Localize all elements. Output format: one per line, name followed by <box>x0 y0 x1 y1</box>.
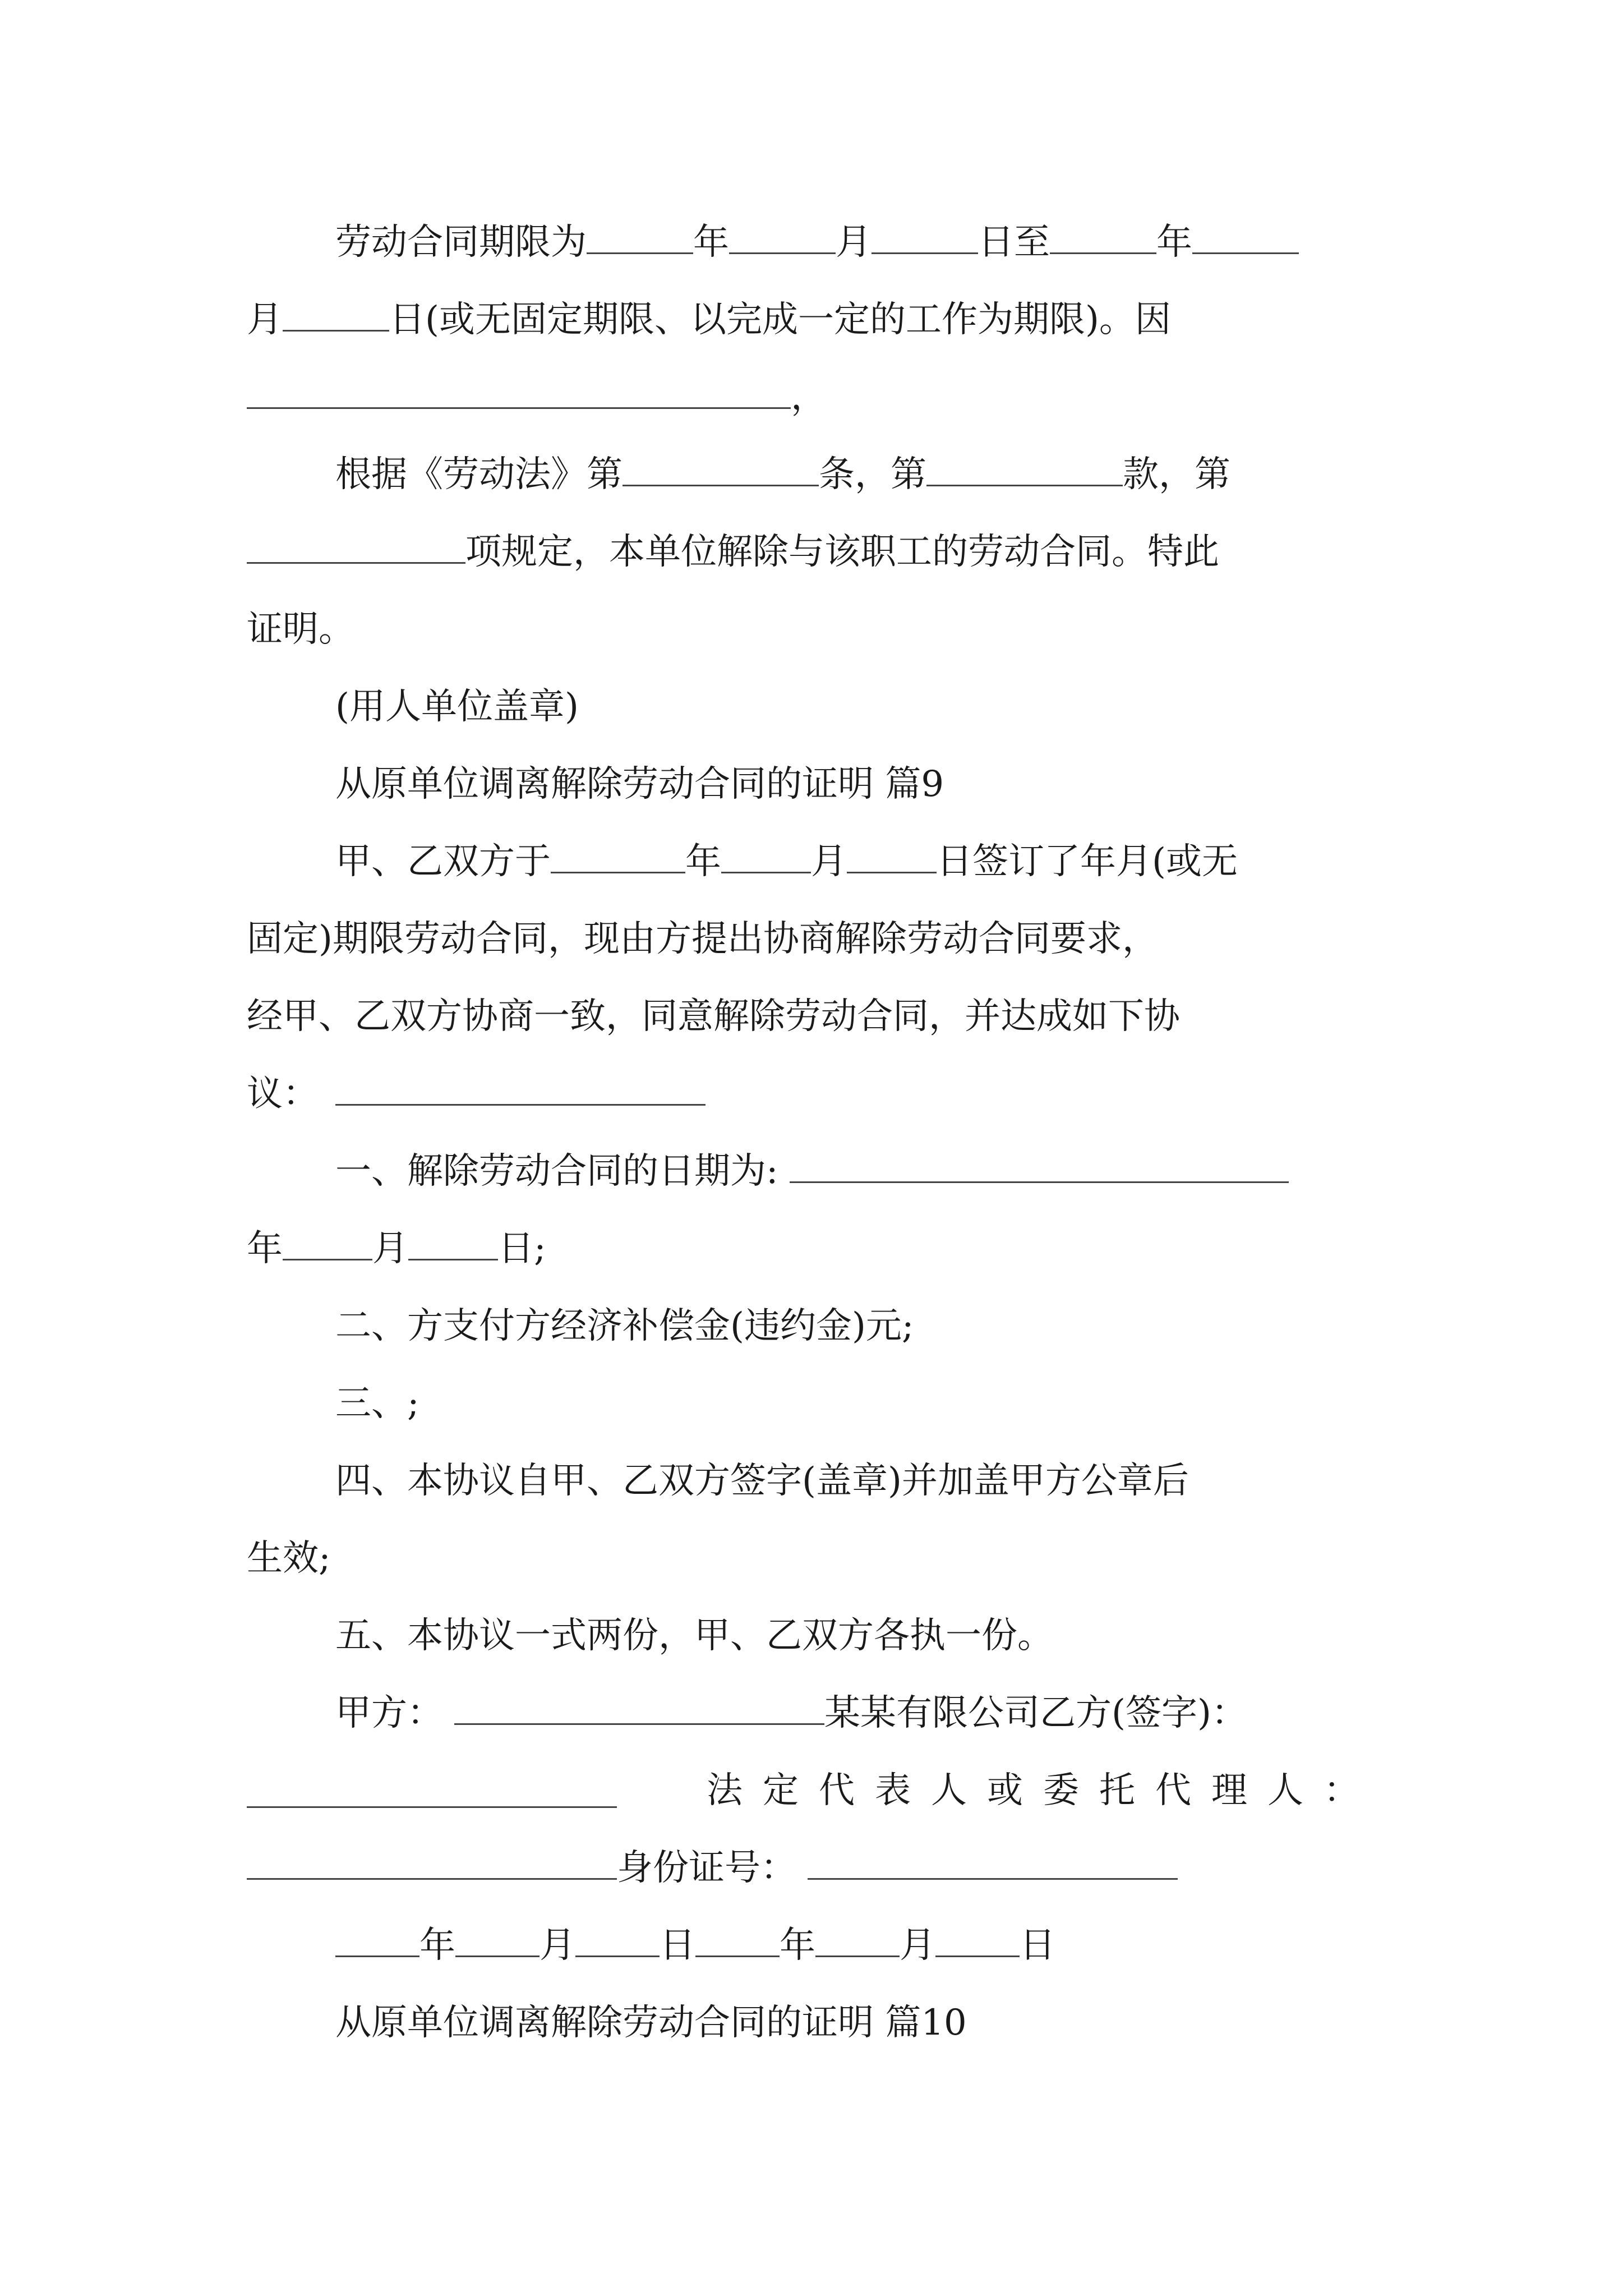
legal-representative-line <box>247 1768 1380 1813</box>
clause-item: 二、方支付方经济补偿金(违约金)元; <box>335 1305 914 1347</box>
text-segment: 日; <box>498 1228 546 1269</box>
text-segment: 年 <box>247 1228 283 1269</box>
text-segment: 年 <box>780 1925 815 1966</box>
paragraph-line: 经甲、乙双方协商一致，同意解除劳动合同，并达成如下协 <box>247 996 1180 1037</box>
text-segment: 甲方： <box>335 1692 443 1734</box>
text-segment: 根据《劳动法》第 <box>335 454 623 495</box>
blank-field[interactable] <box>283 1227 372 1260</box>
blank-field[interactable] <box>408 1227 498 1260</box>
blank-field[interactable] <box>335 1073 706 1106</box>
text-segment: 月 <box>540 1925 575 1966</box>
blank-field[interactable] <box>455 1924 540 1957</box>
text-segment: 月 <box>811 841 847 882</box>
text-segment: 年 <box>419 1925 455 1966</box>
labor-law-clause-line <box>335 452 1380 497</box>
blank-field[interactable] <box>575 1924 660 1957</box>
agreement-intro-line <box>247 1071 1380 1116</box>
text-segment: 日(或无固定期限、以完成一定的工作为期限)。因 <box>389 299 1171 341</box>
text-segment: 月 <box>900 1925 935 1966</box>
text-segment: 月 <box>372 1228 408 1269</box>
text-segment: 月 <box>836 222 872 263</box>
text-segment: 法定代表人或委托代理人： <box>707 1770 1380 1811</box>
text-segment: 日至 <box>978 222 1050 263</box>
section-heading: 从原单位调离解除劳动合同的证明 篇10 <box>335 2002 967 2044</box>
text-segment: 年 <box>685 841 721 882</box>
text-segment: 年 <box>693 222 729 263</box>
blank-field[interactable] <box>587 221 693 254</box>
paragraph-line: 证明。 <box>247 609 354 650</box>
text-segment: 款，第 <box>1123 454 1230 495</box>
clause-item-cont: 生效; <box>247 1538 331 1579</box>
blank-field[interactable] <box>247 1775 617 1808</box>
contract-period-line <box>335 220 1468 265</box>
blank-field[interactable] <box>695 1924 780 1957</box>
text-segment: 年 <box>1156 222 1192 263</box>
blank-field[interactable] <box>808 1847 1178 1880</box>
termination-date-line <box>335 1149 1468 1194</box>
text-segment: 日 <box>660 1925 695 1966</box>
clause-item: 三、; <box>335 1383 419 1424</box>
contract-period-line-cont <box>247 297 1380 342</box>
text-segment: 身份证号： <box>617 1847 796 1889</box>
text-segment: 某某有限公司乙方(签字)： <box>824 1692 1247 1734</box>
text-segment: 甲、乙双方于 <box>335 841 551 882</box>
text-segment: 条，第 <box>819 454 926 495</box>
section-heading: 从原单位调离解除劳动合同的证明 篇9 <box>335 763 944 805</box>
blank-field[interactable] <box>335 1924 419 1957</box>
text-segment: 一、解除劳动合同的日期为: <box>335 1151 778 1192</box>
signing-date-line <box>335 1923 1468 1968</box>
blank-field[interactable] <box>247 1847 617 1880</box>
blank-field[interactable] <box>247 376 791 409</box>
blank-field[interactable] <box>1192 221 1299 254</box>
blank-field[interactable] <box>847 840 937 873</box>
termination-line <box>247 530 1380 574</box>
text-segment: 议： <box>247 1073 319 1115</box>
blank-field[interactable] <box>729 221 836 254</box>
text-segment: ， <box>791 376 827 418</box>
company-seal-label: (用人单位盖章) <box>335 686 579 728</box>
blank-field[interactable] <box>872 221 978 254</box>
agreement-date-line <box>335 839 1468 884</box>
blank-field[interactable] <box>790 1150 1289 1183</box>
text-segment: 项规定，本单位解除与该职工的劳动合同。特此 <box>465 531 1219 573</box>
id-number-line <box>247 1846 1380 1890</box>
clause-item: 四、本协议自甲、乙双方签字(盖章)并加盖甲方公章后 <box>335 1460 1189 1502</box>
blank-field[interactable] <box>551 840 685 873</box>
clause-item: 五、本协议一式两份，甲、乙双方各执一份。 <box>335 1615 1053 1657</box>
blank-field[interactable] <box>926 453 1123 486</box>
reason-line <box>247 375 1380 420</box>
text-segment: 日 <box>1020 1925 1055 1966</box>
text-segment: 月 <box>247 299 283 341</box>
blank-field[interactable] <box>1050 221 1156 254</box>
blank-field[interactable] <box>454 1692 824 1725</box>
blank-field[interactable] <box>721 840 811 873</box>
blank-field[interactable] <box>623 453 819 486</box>
text-segment: 日签订了年月(或无 <box>937 841 1238 882</box>
paragraph-line: 固定)期限劳动合同，现由方提出协商解除劳动合同要求， <box>247 918 1158 960</box>
termination-date-line-cont <box>247 1226 1380 1271</box>
text-segment: 劳动合同期限为 <box>335 222 587 263</box>
blank-field[interactable] <box>935 1924 1020 1957</box>
party-a-signature-line <box>335 1691 1468 1736</box>
blank-field[interactable] <box>815 1924 900 1957</box>
blank-field[interactable] <box>283 298 389 332</box>
blank-field[interactable] <box>247 531 465 564</box>
